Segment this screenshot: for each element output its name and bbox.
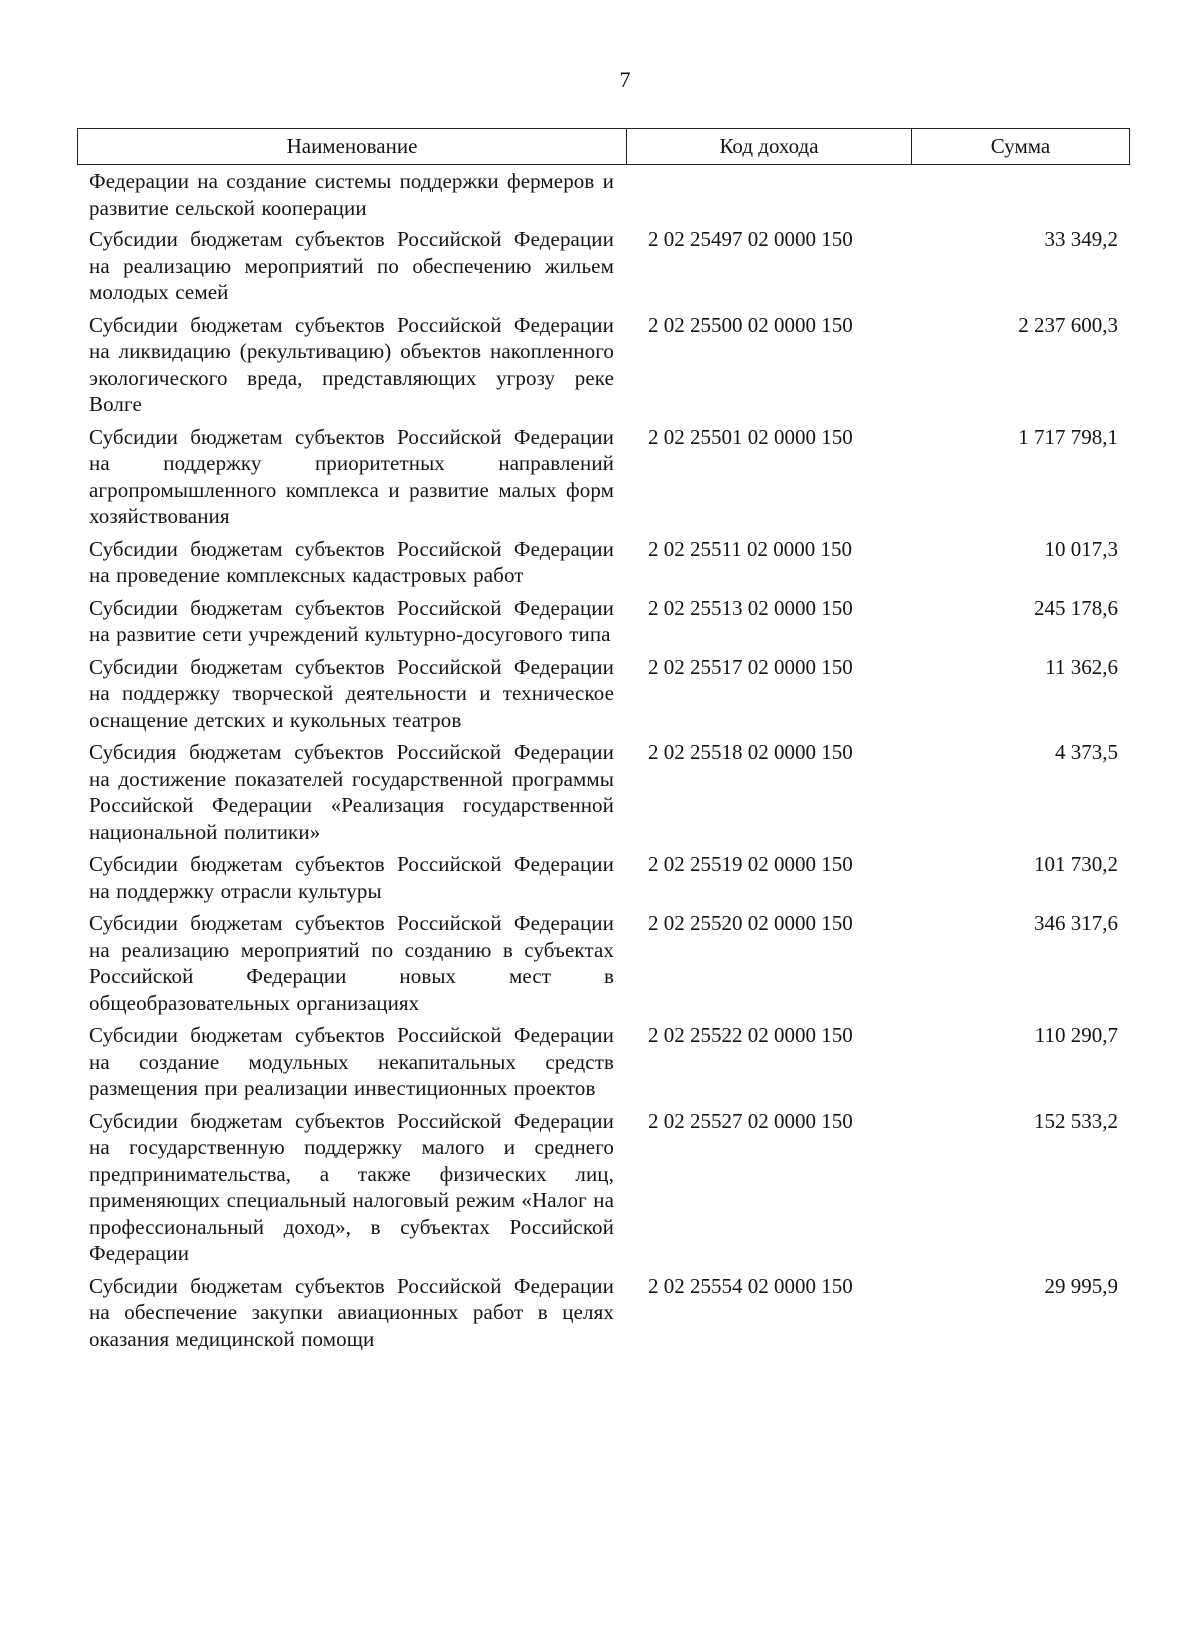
- row-income-code: 2 02 25518 02 0000 150: [648, 740, 853, 764]
- column-header-income-code: Код дохода: [627, 129, 912, 164]
- row-sum: 2 237 600,3: [1018, 312, 1118, 337]
- table-row: [89, 424, 1118, 530]
- row-name: Субсидии бюджетам субъектов Российской Федерации на поддержку отрасли культуры: [89, 852, 614, 903]
- row-name: Субсидии бюджетам субъектов Российской Федерации на проведение комплексных кадастровых работ: [89, 536, 614, 587]
- row-name: Субсидии бюджетам субъектов Российской Федерации на создание модульных некапитальных средств размещения при реализации инвестиционных проектов: [89, 1023, 614, 1100]
- row-income-code: 2 02 25520 02 0000 150: [648, 911, 853, 935]
- row-sum: 29 995,9: [1044, 1273, 1118, 1298]
- row-sum: 1 717 798,1: [1018, 424, 1118, 449]
- row-name: Субсидии бюджетам субъектов Российской Федерации на развитие сети учреждений культурно-досугового типа: [89, 595, 614, 646]
- page-number: 7: [619, 67, 631, 92]
- row-name: Субсидии бюджетам субъектов Российской Федерации на государственную поддержку малого и среднего предпринимательства, а также физических лиц, применяющих специальный налоговый режим «Налог на профессиональный доход», в субъектах Российской Федерации: [89, 1108, 614, 1265]
- row-income-code: 2 02 25497 02 0000 150: [648, 227, 853, 251]
- table-row: [89, 168, 1118, 221]
- table-row: [89, 226, 1118, 306]
- row-name: Субсидии бюджетам субъектов Российской Федерации на обеспечение закупки авиационных работ в целях оказания медицинской помощи: [89, 1273, 614, 1351]
- row-sum: 4 373,5: [1055, 740, 1118, 764]
- column-header-sum: Сумма: [990, 134, 1051, 158]
- table-row: [89, 739, 1118, 845]
- table-body: [89, 168, 1118, 1358]
- table-row: [89, 1273, 1118, 1353]
- table-row: [89, 1108, 1118, 1267]
- row-income-code: 2 02 25500 02 0000 150: [648, 312, 853, 337]
- row-sum: 110 290,7: [1034, 1023, 1118, 1047]
- row-sum: 245 178,6: [1034, 595, 1118, 620]
- row-name: Федерации на создание системы поддержки фермеров и развитие сельской кооперации: [89, 169, 614, 220]
- table-row: [89, 910, 1118, 1016]
- table-header: [77, 128, 1130, 165]
- row-sum: 10 017,3: [1044, 536, 1118, 561]
- table-row: [89, 312, 1118, 418]
- row-sum: 33 349,2: [1044, 227, 1118, 251]
- row-sum: 152 533,2: [1034, 1108, 1118, 1133]
- row-name: Субсидии бюджетам субъектов Российской Федерации на ликвидацию (рекультивацию) объектов накопленного экологического вреда, представляющих угрозу реке Волге: [89, 312, 614, 416]
- row-name: Субсидии бюджетам субъектов Российской Федерации на поддержку приоритетных направлений агропромышленного комплекса и развитие малых форм хозяйствования: [89, 424, 614, 528]
- row-sum: 11 362,6: [1045, 654, 1118, 679]
- row-income-code: 2 02 25522 02 0000 150: [648, 1023, 853, 1047]
- row-name: Субсидии бюджетам субъектов Российской Федерации на реализацию мероприятий по созданию в субъектах Российской Федерации новых мест в общеобразовательных организациях: [89, 911, 614, 1015]
- row-sum: 101 730,2: [1034, 852, 1118, 876]
- table-row: [89, 595, 1118, 648]
- table-row: [89, 851, 1118, 904]
- column-header-name: Наименование: [78, 129, 627, 164]
- row-income-code: 2 02 25519 02 0000 150: [648, 852, 853, 876]
- table-row: [89, 536, 1118, 589]
- row-income-code: 2 02 25554 02 0000 150: [648, 1273, 853, 1298]
- row-income-code: 2 02 25517 02 0000 150: [648, 654, 853, 679]
- row-income-code: 2 02 25527 02 0000 150: [648, 1108, 853, 1133]
- row-name: Субсидии бюджетам субъектов Российской Федерации на реализацию мероприятий по обеспечению жильем молодых семей: [89, 227, 614, 304]
- row-name: Субсидия бюджетам субъектов Российской Федерации на достижение показателей государственной программы Российской Федерации «Реализация государственной национальной политики»: [89, 740, 614, 844]
- row-income-code: 2 02 25501 02 0000 150: [648, 424, 853, 449]
- table-row: [89, 654, 1118, 734]
- row-income-code: 2 02 25511 02 0000 150: [648, 536, 852, 561]
- table-row: [89, 1022, 1118, 1102]
- row-name: Субсидии бюджетам субъектов Российской Федерации на поддержку творческой деятельности и техническое оснащение детских и кукольных театров: [89, 654, 614, 732]
- row-sum: 346 317,6: [1034, 911, 1118, 935]
- row-income-code: 2 02 25513 02 0000 150: [648, 595, 853, 620]
